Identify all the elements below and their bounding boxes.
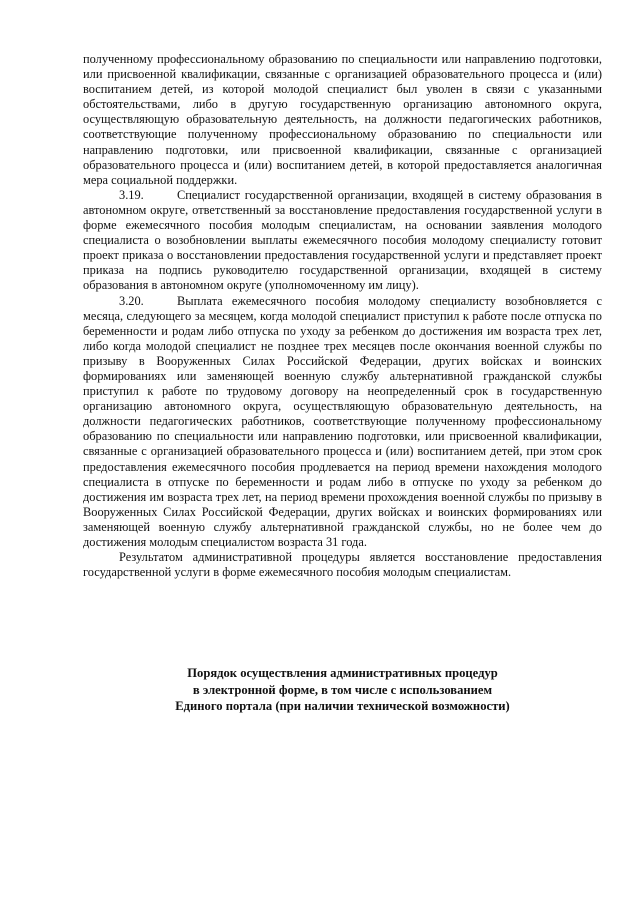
paragraph-text: Специалист государственной организации, входящей в систему образования в автономном округе, ответственный за восстановление предоставления государственной услуги в форме ежемесячного пособия молодым специалистам, на основании заявления молодого специалиста о возобновлении выплаты ежемесячного пособия молодому специалисту готовит проект приказа о восстановлении предоставления государственной услуги и представляет проект приказа на подпись руководителю государственной организации, входящей в систему образования в автономном округе (уполномоченному им лицу). xyxy=(83,187,602,293)
heading-line-1: Порядок осуществления административных процедур xyxy=(187,666,498,680)
paragraph-continuation: полученному профессиональному образованию по специальности или направлению подготовки, или присвоенной квалификации, связанные с организацией образовательного процесса и (или) воспитанием детей, из которой молодой специалист был уволен в связи с указанными обстоятельствами, либо в другую государственную организацию автономного округа, осуществляющую образовательную деятельность, на должности педагогических работников, соответствующие полученному профессиональному образованию по специальности или направлению подготовки, или присвоенной квалификации, связанные с организацией образовательного процесса и (или) воспитанием детей, в которой предоставляется аналогичная мера социальной поддержки. xyxy=(83,52,602,187)
paragraph-3-19 xyxy=(83,188,602,294)
paragraph-number: 3.20. xyxy=(119,293,144,308)
paragraph-3-20 xyxy=(83,294,602,551)
paragraph-result: Результатом административной процедуры является восстановление предоставления государственной услуги в форме ежемесячного пособия молодым специалистам. xyxy=(83,550,602,580)
paragraph-number: 3.19. xyxy=(119,187,144,202)
heading-line-2: в электронной форме, в том числе с использованием xyxy=(192,682,493,697)
paragraph-text: Выплата ежемесячного пособия молодому специалисту возобновляется с месяца, следующего за месяцем, когда молодой специалист приступил к работе после отпуска по беременности и родам либо отпуска по уходу за ребенком до достижения им возраста трех лет, либо когда молодой специалист не позднее трех месяцев после окончания военной службы по призыву в Вооруженных Силах Российской Федерации, других войсках и воинских формированиях или заменяющей военную службу альтернативной гражданской службы приступил к работе по трудовому договору на неопределенный срок в государственную организацию автономного округа, осуществляющую образовательную деятельность, на должности педагогических работников, соответствующие полученному профессиональному образованию по специальности или направлению подготовки, или присвоенной квалификации, связанные с организацией образовательного процесса и (или) воспитанием детей, при этом срок предоставления ежемесячного пособия продлевается на период времени нахождения молодого специалиста в отпуске по беременности и родам либо в отпуске по уходу за ребенком до достижения им возраста трех лет, на период времени прохождения военной службы по призыву в Вооруженных Силах Российской Федерации, других войсках и воинских формированиях или заменяющей военную службу альтернативной гражданской службы, но не более чем до достижения молодым специалистом возраста 31 года. xyxy=(83,293,602,549)
document-body xyxy=(83,52,602,580)
section-heading xyxy=(83,665,602,715)
heading-line-3: Единого портала (при наличии технической возможности) xyxy=(175,699,510,713)
